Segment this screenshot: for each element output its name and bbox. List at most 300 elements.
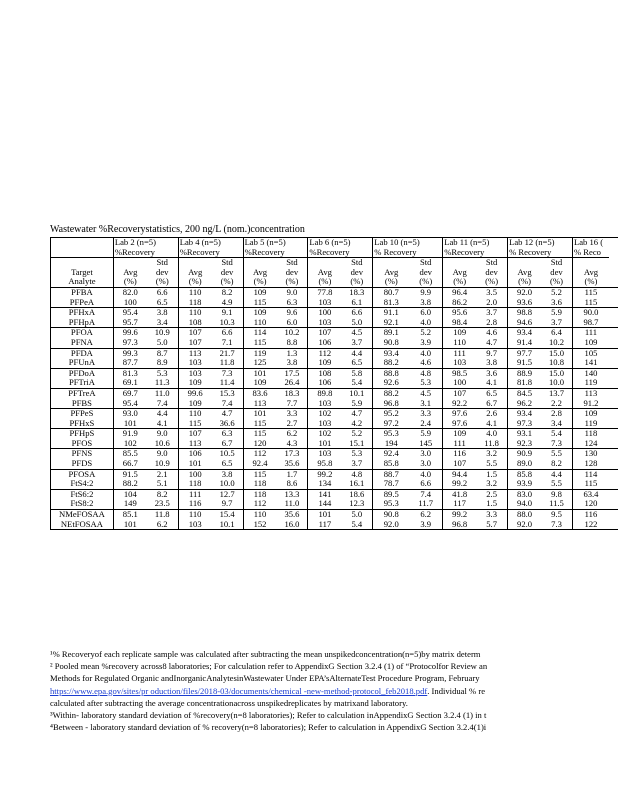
std-dev-cell: 36.6 — [219, 418, 235, 428]
analyte-cell: PFPeS — [51, 409, 114, 419]
std-dev-header-3: (%) — [550, 276, 563, 287]
avg-recovery-cell: 89.1 — [373, 328, 409, 338]
avg-recovery-cell: 82.0 — [113, 287, 146, 297]
avg-recovery-cell: 101 — [243, 409, 276, 419]
std-dev-header-3: (%) — [220, 276, 234, 287]
std-dev-header-2: dev — [156, 266, 169, 277]
std-dev-cell: 3.3 — [409, 409, 442, 419]
avg-recovery-cell: 81.3 — [113, 368, 146, 378]
std-dev-cell: 11.8 — [484, 438, 499, 448]
table-row — [51, 308, 618, 318]
avg-recovery-cell: 109 — [572, 338, 608, 348]
footnote-2-link-line — [50, 685, 618, 697]
std-dev-cell: 35.6 — [284, 459, 300, 469]
avg-header-top: Avg — [252, 266, 268, 277]
std-dev-cell: 10.0 — [548, 378, 565, 388]
lab-header — [308, 238, 373, 258]
avg-header-top: Avg — [188, 266, 203, 277]
std-dev-cell: 5.2 — [541, 287, 572, 297]
std-dev-cell: 4.3 — [286, 438, 298, 448]
avg-recovery-cell: 115 — [572, 479, 608, 489]
avg-recovery-cell: 95.3 — [373, 499, 409, 509]
analyte-header-top: Target — [71, 266, 93, 277]
avg-recovery-cell: 93.4 — [508, 409, 541, 419]
std-dev-cell: 5.9 — [351, 398, 363, 408]
avg-recovery-cell: 103 — [308, 318, 341, 328]
lab-metric: %Recovery — [444, 246, 485, 257]
std-dev-cell: 17.5 — [277, 368, 308, 378]
std-dev-cell: 26.4 — [284, 378, 300, 388]
avg-recovery-cell: 99.6 — [178, 388, 211, 398]
avg-recovery-cell: 111 — [443, 439, 476, 449]
std-dev-header-2: dev — [350, 266, 364, 277]
analyte-cell: PFOS — [51, 439, 114, 449]
std-dev-cell: 5.2 — [341, 429, 372, 439]
analyte-cell: PFPeA — [51, 298, 114, 308]
avg-recovery-cell: 107 — [178, 328, 211, 338]
avg-recovery-cell: 91.1 — [373, 308, 409, 318]
avg-header — [243, 258, 276, 288]
std-dev-cell: 3.7 — [351, 459, 363, 469]
avg-recovery-cell: 140 — [572, 368, 608, 378]
avg-recovery-cell: 91.4 — [508, 338, 541, 348]
std-dev-header-1: Std — [221, 257, 233, 268]
std-dev-cell: 5.4 — [541, 429, 572, 439]
std-dev-cell: 10.6 — [154, 438, 170, 448]
analyte-cell: PFHxA — [51, 308, 114, 318]
std-dev-cell: 4.4 — [341, 348, 372, 358]
avg-recovery-cell: 106 — [308, 378, 341, 388]
avg-recovery-cell: 141 — [308, 489, 341, 499]
analyte-cell: PFHxS — [51, 419, 114, 429]
avg-recovery-cell: 110 — [178, 308, 211, 318]
avg-recovery-cell: 113 — [243, 399, 276, 409]
avg-recovery-cell: 77.8 — [308, 287, 341, 297]
table-row — [51, 449, 618, 459]
std-dev-cell: 5.5 — [551, 479, 562, 489]
std-dev-cell: 9.9 — [409, 287, 442, 297]
avg-recovery-cell: 88.0 — [508, 510, 541, 520]
analyte-cell: PFHpS — [51, 429, 114, 439]
std-dev-cell: 15.4 — [212, 510, 243, 520]
std-dev-cell: 10.8 — [548, 358, 565, 368]
avg-recovery-cell: 113 — [178, 348, 211, 358]
avg-recovery-cell: 92.2 — [443, 399, 476, 409]
avg-recovery-cell: 107 — [178, 338, 211, 348]
lab-name: Lab 2 (n=5) — [114, 237, 156, 247]
avg-recovery-cell: 98.4 — [443, 318, 476, 328]
std-dev-cell: 4.6 — [420, 358, 432, 368]
std-dev-header-1: Std — [550, 257, 563, 268]
avg-recovery-cell: 69.1 — [113, 378, 146, 388]
avg-recovery-cell: 92.0 — [373, 520, 409, 530]
avg-recovery-cell: 106 — [308, 338, 341, 348]
std-dev-cell: 3.3 — [277, 409, 308, 419]
analyte-cell: PFBA — [51, 287, 114, 297]
avg-recovery-cell: 63.4 — [572, 489, 608, 499]
std-dev-cell: 10.2 — [548, 337, 565, 347]
corner-cell — [51, 238, 114, 258]
protocol-link[interactable]: https://www.epa.gov/sites/pr oduction/files/2018-03/documents/chemical -new-method-protocol_feb2018.pdf — [50, 685, 428, 696]
avg-recovery-cell: 93.6 — [508, 298, 541, 308]
avg-recovery-cell: 90.8 — [373, 510, 409, 520]
avg-recovery-cell: 93.9 — [508, 479, 541, 489]
std-dev-cell: 5.0 — [351, 317, 363, 327]
std-dev-cell: 11.5 — [549, 499, 564, 509]
std-dev-cell: 3.8 — [212, 469, 243, 479]
std-dev-cell: 15.0 — [541, 368, 572, 378]
avg-recovery-cell: 93.1 — [508, 429, 541, 439]
std-dev-cell: 11.3 — [154, 378, 170, 388]
std-dev-cell: 6.5 — [476, 388, 507, 398]
avg-recovery-cell: 85.1 — [113, 510, 146, 520]
analyte-cell: FtS4:2 — [51, 479, 114, 489]
std-dev-cell: 4.0 — [476, 429, 507, 439]
lab-name: Lab 5 (n=5) — [244, 237, 286, 247]
std-dev-cell: 4.1 — [486, 378, 497, 388]
std-dev-header-3: (%) — [285, 276, 299, 287]
std-dev-cell: 11.0 — [147, 388, 178, 398]
lab-header — [508, 238, 573, 258]
table-row — [51, 298, 618, 308]
std-dev-cell: 5.3 — [341, 449, 372, 459]
avg-recovery-cell: 88.2 — [113, 479, 146, 489]
std-dev-cell: 5.7 — [486, 519, 497, 529]
std-dev-cell: 9.0 — [147, 449, 178, 459]
avg-recovery-cell: 100 — [178, 469, 211, 479]
std-dev-cell: 3.0 — [409, 449, 442, 459]
avg-recovery-cell: 101 — [178, 459, 211, 469]
avg-recovery-cell: 115 — [572, 287, 608, 297]
avg-recovery-cell: 93.4 — [508, 328, 541, 338]
table-row — [51, 287, 618, 297]
std-dev-cell — [609, 338, 618, 348]
avg-recovery-cell: 95.7 — [113, 318, 146, 328]
std-dev-header-3: (%) — [485, 276, 499, 287]
avg-recovery-cell: 88.2 — [373, 358, 409, 368]
avg-recovery-cell: 118 — [243, 479, 276, 489]
footnotes — [50, 648, 618, 733]
table-caption: Wastewater %Recoverystatistics, 200 ng/L (nom.)concentration — [50, 224, 305, 235]
avg-header-top: Avg — [123, 266, 138, 277]
std-dev-cell: 12.3 — [349, 499, 365, 509]
std-dev-cell — [609, 489, 618, 499]
avg-recovery-cell: 100 — [113, 298, 146, 308]
avg-recovery-cell: 110 — [178, 287, 211, 297]
avg-recovery-cell: 109 — [243, 378, 276, 388]
avg-header — [113, 258, 146, 288]
std-dev-cell: 3.7 — [476, 308, 507, 318]
avg-recovery-cell: 92.0 — [508, 520, 541, 530]
avg-recovery-cell: 119 — [572, 378, 608, 388]
std-dev-cell — [609, 308, 618, 318]
std-dev-cell — [609, 298, 618, 308]
lab-header — [373, 238, 443, 258]
std-dev-cell: 11.7 — [418, 499, 434, 509]
avg-recovery-cell: 115 — [572, 298, 608, 308]
avg-header-bottom: (%) — [318, 276, 332, 287]
avg-recovery-cell: 107 — [443, 388, 476, 398]
std-dev-header-2: dev — [419, 266, 432, 277]
std-dev-cell: 4.0 — [409, 348, 442, 358]
avg-recovery-cell: 103 — [178, 358, 211, 368]
std-dev-cell: 1.3 — [277, 348, 308, 358]
std-dev-cell: 4.8 — [409, 368, 442, 378]
std-dev-cell: 13.7 — [541, 388, 572, 398]
avg-recovery-cell: 109 — [178, 378, 211, 388]
avg-recovery-cell: 96.8 — [373, 399, 409, 409]
avg-header-top: Avg — [452, 266, 467, 277]
std-dev-cell: 18.3 — [277, 388, 308, 398]
std-dev-header-3: (%) — [155, 276, 169, 287]
std-dev-cell: 4.5 — [409, 388, 442, 398]
std-dev-cell: 16.1 — [349, 479, 365, 489]
analyte-cell: PFUnA — [51, 358, 114, 368]
table-row — [51, 439, 618, 449]
std-dev-cell: 8.2 — [551, 459, 562, 469]
std-dev-cell: 4.1 — [156, 418, 168, 428]
std-dev-cell: 8.2 — [212, 287, 243, 297]
avg-recovery-cell: 112 — [308, 348, 341, 358]
avg-recovery-cell: 92.4 — [373, 449, 409, 459]
footnote-1: ¹% Recoveryof each replicate sample was calculated after subtracting the mean unspikedconcentration(n=5)by matrix determ — [50, 649, 481, 659]
std-dev-cell: 6.6 — [420, 479, 432, 489]
std-dev-cell: 9.0 — [147, 429, 178, 439]
std-dev-cell: 5.3 — [147, 368, 178, 378]
std-dev-cell: 9.6 — [277, 308, 308, 318]
table-row — [51, 469, 618, 479]
std-dev-cell: 6.5 — [221, 459, 233, 469]
std-dev-cell: 2.6 — [476, 409, 507, 419]
avg-recovery-cell: 116 — [178, 499, 211, 509]
footnote-2-end: calculated after subtracting the average concentrationacross unspikedreplicates by matrixand laboratory. — [50, 697, 408, 708]
std-dev-cell: 10.9 — [147, 328, 178, 338]
avg-recovery-cell: 91.5 — [508, 358, 541, 368]
std-dev-cell: 6.7 — [221, 438, 233, 448]
avg-recovery-cell: 118 — [178, 479, 211, 489]
std-dev-cell: 6.3 — [286, 297, 298, 307]
avg-recovery-cell: 89.0 — [508, 459, 541, 469]
std-dev-cell: 7.1 — [221, 337, 233, 347]
avg-recovery-cell: 134 — [308, 479, 341, 489]
std-dev-cell: 7.4 — [409, 489, 442, 499]
avg-recovery-cell: 88.9 — [508, 368, 541, 378]
avg-recovery-cell: 111 — [178, 489, 211, 499]
avg-recovery-cell: 100 — [443, 378, 476, 388]
std-dev-header-2: dev — [485, 266, 498, 277]
avg-recovery-cell: 92.6 — [373, 378, 409, 388]
std-dev-cell: 8.7 — [147, 348, 178, 358]
std-dev-cell: 12.7 — [212, 489, 243, 499]
std-dev-cell: 8.9 — [156, 358, 168, 368]
avg-recovery-cell: 103 — [308, 298, 341, 308]
analyte-cell: PFDS — [51, 459, 114, 469]
std-dev-cell: 6.7 — [486, 398, 497, 408]
lab-name: Lab 6 (n=5) — [309, 237, 351, 247]
avg-recovery-cell: 194 — [373, 439, 409, 449]
std-dev-cell: 10.9 — [154, 459, 170, 469]
avg-recovery-cell: 115 — [243, 419, 276, 429]
std-dev-header-3: (%) — [350, 276, 364, 287]
std-dev-cell: 4.8 — [341, 469, 372, 479]
avg-recovery-cell: 108 — [308, 368, 341, 378]
table-row — [51, 318, 618, 328]
avg-recovery-cell: 102 — [308, 409, 341, 419]
std-dev-cell: 17.3 — [277, 449, 308, 459]
avg-recovery-cell: 97.3 — [508, 419, 541, 429]
avg-recovery-cell: 110 — [443, 338, 476, 348]
avg-recovery-cell: 85.5 — [113, 449, 146, 459]
std-dev-cell — [609, 388, 618, 398]
table-row — [51, 388, 618, 398]
std-dev-cell: 4.7 — [341, 409, 372, 419]
table-row — [51, 399, 618, 409]
std-dev-cell: 3.4 — [551, 418, 562, 428]
table-row — [51, 479, 618, 489]
analyte-header — [51, 258, 114, 288]
avg-recovery-cell: 107 — [308, 328, 341, 338]
std-dev-cell: 4.6 — [476, 328, 507, 338]
std-dev-cell: 9.8 — [541, 489, 572, 499]
avg-recovery-cell: 97.2 — [373, 419, 409, 429]
std-dev-cell: 7.3 — [551, 438, 562, 448]
std-dev-cell: 7.3 — [212, 368, 243, 378]
table-row — [51, 348, 618, 358]
avg-recovery-cell: 103 — [178, 368, 211, 378]
std-dev-cell: 4.1 — [486, 418, 497, 428]
std-dev-cell: 7.3 — [551, 519, 562, 529]
std-dev-cell — [609, 499, 618, 509]
avg-recovery-cell: 91.2 — [572, 399, 608, 409]
avg-recovery-cell: 109 — [443, 328, 476, 338]
avg-recovery-cell: 84.5 — [508, 388, 541, 398]
avg-header-top: Avg — [583, 266, 599, 277]
std-dev-cell — [609, 459, 618, 469]
std-dev-cell: 5.2 — [409, 328, 442, 338]
std-dev-cell: 9.7 — [221, 499, 233, 509]
avg-recovery-cell: 94.4 — [443, 469, 476, 479]
std-dev-cell: 4.0 — [409, 469, 442, 479]
std-dev-header — [212, 258, 243, 288]
avg-recovery-cell: 116 — [443, 449, 476, 459]
lab-header-row — [51, 238, 618, 258]
avg-recovery-cell: 99.2 — [308, 469, 341, 479]
std-dev-cell: 6.1 — [351, 297, 363, 307]
std-dev-cell: 2.7 — [286, 418, 298, 428]
avg-recovery-cell: 103 — [308, 449, 341, 459]
std-dev-cell: 21.7 — [212, 348, 243, 358]
avg-header-bottom: (%) — [123, 276, 137, 287]
std-dev-cell: 10.1 — [341, 388, 372, 398]
avg-recovery-cell: 98.8 — [508, 308, 541, 318]
std-dev-cell: 9.0 — [277, 287, 308, 297]
avg-recovery-cell: 98.5 — [443, 368, 476, 378]
std-dev-cell — [609, 399, 618, 409]
lab-name: Lab 12 (n=5) — [509, 237, 555, 247]
std-dev-cell: 3.5 — [476, 287, 507, 297]
avg-recovery-cell: 96.4 — [443, 287, 476, 297]
std-dev-cell: 15.0 — [541, 348, 572, 358]
std-dev-cell — [609, 520, 618, 530]
avg-recovery-cell: 110 — [243, 318, 276, 328]
avg-recovery-cell: 66.7 — [113, 459, 146, 469]
analyte-cell: PFDA — [51, 348, 114, 358]
avg-recovery-cell: 88.8 — [373, 368, 409, 378]
std-dev-cell: 3.7 — [351, 337, 363, 347]
std-dev-cell: 2.8 — [541, 409, 572, 419]
avg-header — [443, 258, 476, 288]
std-dev-cell: 10.2 — [277, 328, 308, 338]
std-dev-cell: 9.5 — [541, 510, 572, 520]
avg-recovery-cell: 105 — [572, 348, 608, 358]
avg-recovery-cell: 107 — [178, 429, 211, 439]
avg-header-bottom: (%) — [253, 276, 267, 287]
std-dev-cell: 5.1 — [156, 479, 168, 489]
std-dev-header — [341, 258, 372, 288]
std-dev-cell: 3.1 — [420, 398, 432, 408]
avg-recovery-cell: 106 — [178, 449, 211, 459]
avg-recovery-cell: 95.3 — [373, 429, 409, 439]
avg-recovery-cell: 115 — [243, 429, 276, 439]
std-dev-cell: 2.4 — [420, 418, 432, 428]
avg-recovery-cell: 149 — [113, 499, 146, 509]
avg-recovery-cell: 144 — [308, 499, 341, 509]
lab-header — [443, 238, 508, 258]
std-dev-cell: 11.0 — [284, 499, 300, 509]
avg-recovery-cell: 78.7 — [373, 479, 409, 489]
std-dev-header — [277, 258, 308, 288]
avg-recovery-cell: 91.9 — [113, 429, 146, 439]
std-dev-cell: 6.0 — [286, 317, 298, 327]
std-dev-cell: 6.2 — [156, 519, 168, 529]
std-dev-cell: 15.1 — [349, 438, 365, 448]
avg-recovery-cell: 99.2 — [443, 510, 476, 520]
std-dev-cell: 23.5 — [154, 499, 170, 509]
avg-header — [572, 258, 608, 288]
avg-recovery-cell: 81.3 — [373, 298, 409, 308]
std-dev-cell — [609, 429, 618, 439]
avg-recovery-cell: 120 — [243, 439, 276, 449]
table-row — [51, 409, 618, 419]
std-dev-cell: 6.0 — [409, 308, 442, 318]
avg-recovery-cell: 110 — [178, 510, 211, 520]
table-row — [51, 368, 618, 378]
table-row — [51, 429, 618, 439]
std-dev-cell: 1.5 — [476, 469, 507, 479]
avg-header-bottom: (%) — [453, 276, 467, 287]
std-dev-cell: 1.7 — [277, 469, 308, 479]
std-dev-header — [147, 258, 178, 288]
lab-name: Lab 10 (n=5) — [374, 237, 420, 247]
analyte-cell: PFHpA — [51, 318, 114, 328]
avg-recovery-cell: 103 — [308, 399, 341, 409]
analyte-cell: PFTriA — [51, 378, 114, 388]
avg-recovery-cell: 95.4 — [113, 399, 146, 409]
avg-recovery-cell: 41.8 — [443, 489, 476, 499]
std-dev-header — [476, 258, 507, 288]
std-dev-cell — [609, 409, 618, 419]
analyte-cell: PFOA — [51, 328, 114, 338]
table-row — [51, 459, 618, 469]
std-dev-cell: 2.2 — [551, 398, 562, 408]
analyte-cell: PFDoA — [51, 368, 114, 378]
std-dev-cell: 10.1 — [219, 519, 235, 529]
std-dev-cell: 4.9 — [221, 297, 233, 307]
avg-recovery-cell: 109 — [443, 429, 476, 439]
column-header-row — [51, 258, 618, 288]
analyte-cell: PFTreA — [51, 388, 114, 398]
avg-recovery-cell: 117 — [308, 520, 341, 530]
